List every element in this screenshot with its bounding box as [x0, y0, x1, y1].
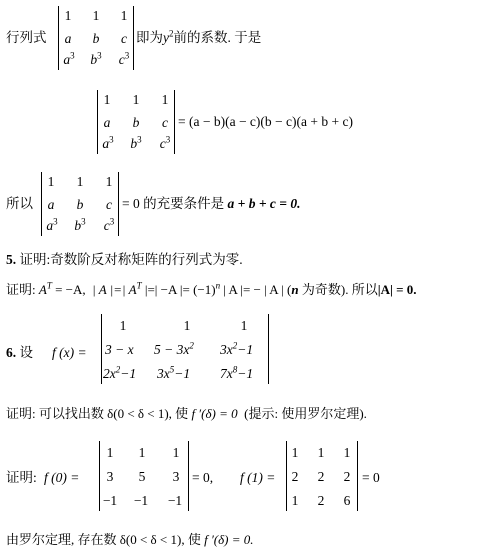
det2-r2c1: a: [103, 115, 111, 130]
det1-r3c3: $c^3$: [118, 50, 130, 67]
proof6b-eq1: = 0: [362, 470, 380, 485]
det3-r1c3: 1: [105, 174, 113, 189]
det1-r1c3: 1: [120, 8, 128, 23]
detf1-r3c3: 6: [343, 493, 351, 508]
det3-r2c3: c: [106, 197, 112, 212]
det2-r1c2: 1: [132, 92, 140, 107]
det2-r2c3: c: [162, 115, 168, 130]
detfx-r2c2: $5 - 3x^2$: [154, 340, 194, 357]
detfx-r1c1: 1: [119, 318, 127, 333]
detf1-r2c2: 2: [317, 469, 325, 484]
detf0-r1c3: 1: [172, 445, 180, 460]
det-abc-3: [41, 172, 119, 236]
detf1-r3c1: 1: [291, 493, 299, 508]
det-f0: [99, 441, 189, 511]
item6-label: 6. 设: [6, 345, 33, 360]
detf1-r1c2: 1: [317, 445, 325, 460]
detf1-r3c2: 2: [317, 493, 325, 508]
detf0-r3c2: −1: [133, 493, 149, 508]
proof6b-f0: f (0) =: [44, 470, 80, 485]
detfx-r3c1: $2x^2-1$: [103, 364, 137, 381]
proof5: 证明: $A^T = -A$, | A |=| $A^T$ |=| −A |= $(-1)^n$ | A |= − | A | (n 为奇数). 所以|A| = 0.: [6, 280, 417, 297]
detf1-r1c3: 1: [343, 445, 351, 460]
det3-r2c2: b: [76, 197, 84, 212]
det1-r2c1: a: [64, 31, 72, 46]
det2-r3c1: $a^3$: [102, 134, 114, 151]
detf1-r2c3: 2: [343, 469, 351, 484]
proof6b-eq0: = 0,: [192, 470, 214, 485]
detf0-r3c3: −1: [167, 493, 183, 508]
det2-r1c3: 1: [161, 92, 169, 107]
detfx-r1c3: 1: [240, 318, 248, 333]
detfx-r3c3: $7x^8-1$: [220, 364, 254, 381]
det-fx: [101, 314, 269, 384]
det1-r2c3: c: [121, 31, 127, 46]
det3-r3c1: $a^3$: [46, 216, 58, 233]
detf1-r1c1: 1: [291, 445, 299, 460]
det2-r1c1: 1: [103, 92, 111, 107]
detfx-r2c1: 3 − x: [105, 342, 134, 357]
detf0-r1c2: 1: [138, 445, 146, 460]
detfx-r2c3: $3x^2-1$: [220, 340, 254, 357]
det3-r1c1: 1: [47, 174, 55, 189]
proof6b-f1: f (1) =: [240, 470, 276, 485]
detf0-r1c1: 1: [106, 445, 114, 460]
detfx-r1c2: 1: [183, 318, 191, 333]
item5: 5. 证明:奇数阶反对称矩阵的行列式为零.: [6, 252, 243, 267]
det3-r3c2: $b^3$: [74, 216, 86, 233]
detfx-r3c2: $3x^5-1$: [157, 364, 191, 381]
row3-prefix: 所以: [6, 196, 33, 211]
det1-r1c2: 1: [92, 8, 100, 23]
det2-r3c2: $b^3$: [130, 134, 142, 151]
det-f1: [286, 441, 358, 511]
detf0-r2c3: 3: [172, 469, 180, 484]
det2-r2c2: b: [132, 115, 140, 130]
item6-fx: f (x) =: [52, 345, 87, 360]
final-line: 由罗尔定理, 存在数 δ(0 < δ < 1), 使 f ′(δ) = 0.: [6, 532, 254, 547]
row1-suffix: 即为$y^2$前的系数. 于是: [136, 28, 262, 45]
det1-r2c2: b: [92, 31, 100, 46]
vandermonde-rhs: = (a − b)(a − c)(b − c)(a + b + c): [178, 114, 353, 129]
detf1-r2c1: 2: [291, 469, 299, 484]
detf0-r3c1: −1: [102, 493, 118, 508]
det1-r3c2: $b^3$: [90, 50, 102, 67]
det3-r3c3: $c^3$: [103, 216, 115, 233]
det1-r1c1: 1: [64, 8, 72, 23]
row1-prefix: 行列式: [6, 30, 47, 45]
det-abc-1: [58, 6, 134, 70]
det2-r3c3: $c^3$: [159, 134, 171, 151]
det3-r1c2: 1: [76, 174, 84, 189]
proof6-line1: 证明: 可以找出数 δ(0 < δ < 1), 使 f ′(δ) = 0 (提示: 使用罗尔定理).: [6, 406, 367, 421]
detf0-r2c1: 3: [106, 469, 114, 484]
detf0-r2c2: 5: [138, 469, 146, 484]
det1-r3c1: $a^3$: [63, 50, 75, 67]
proof6b-label: 证明:: [6, 470, 37, 485]
row3-suffix: = 0 的充要条件是 a + b + c = 0.: [122, 196, 301, 211]
det-abc-2: [97, 90, 175, 154]
det3-r2c1: a: [47, 197, 55, 212]
